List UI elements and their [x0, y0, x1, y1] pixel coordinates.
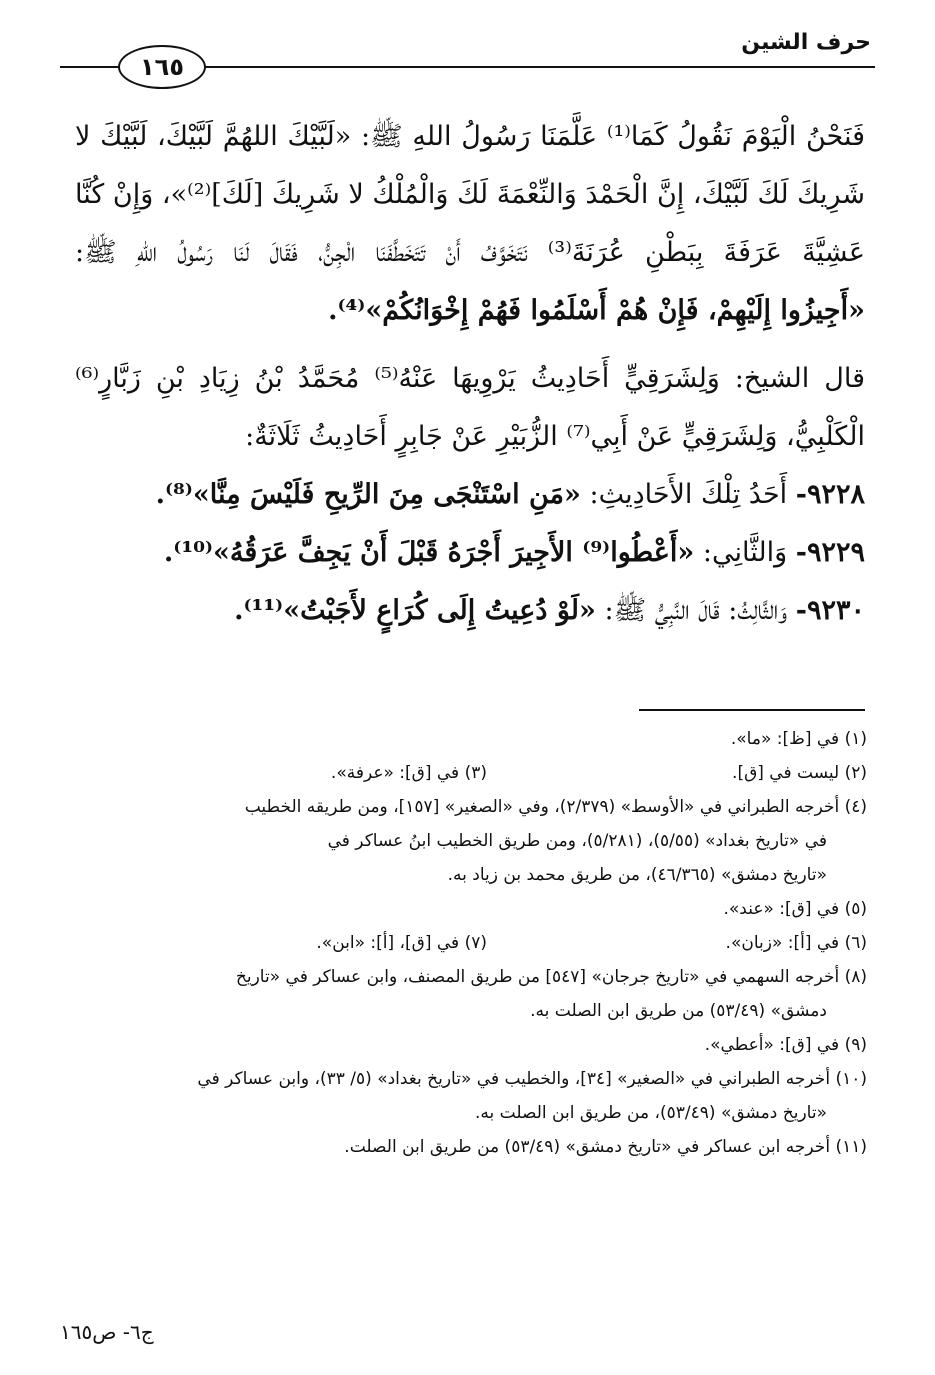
hadith-list — [75, 466, 865, 640]
footnote-4-cont: في «تاريخ بغداد» (٥/٥٥)، (٥/٢٨١)، ومن طريق الخطيب ابنُ عساكر في — [327, 831, 827, 851]
footnote-pair-2-3 — [55, 756, 867, 790]
text-line: فَنَحْنُ الْيَوْمَ نَقُولُ كَمَا⁽¹⁾ عَلَّمَنَا رَسُولُ اللهِ ﷺ: «لَبَّيْكَ اللهُمَّ لَبَّيْكَ، لَبَّيْكَ لا — [75, 121, 865, 152]
footnote-4: (٤) أخرجه الطبراني في «الأوسط» (٢/٣٧٩)، وفي «الصغير» [١٥٧]، ومن طريقه الخطيب — [244, 797, 867, 817]
footnote-9: (٩) في [ق]: «أعطي». — [704, 1035, 867, 1055]
hadith-number: ٩٢٢٨- — [795, 479, 865, 510]
hadith-text: «لَوْ دُعِيتُ إِلَى كُرَاعٍ لأَجَبْتُ»⁽¹¹⁾. — [234, 595, 596, 626]
hadith-text: «أَعْطُوا⁽⁹⁾ الأَجِيرَ أَجْرَهُ قَبْلَ أَنْ يَجِفَّ عَرَقُهُ»⁽¹⁰⁾. — [163, 537, 695, 568]
hadith-item — [75, 582, 865, 640]
footnote-2: (٢) ليست في [ق]. — [732, 763, 867, 783]
footnote-pair-6-7 — [55, 926, 867, 960]
hadith-number: ٩٢٢٩- — [795, 537, 865, 568]
footnote-8: (٨) أخرجه السهمي في «تاريخ جرجان» [٥٤٧] من طريق المصنف، وابن عساكر في «تاريخ — [235, 967, 867, 987]
running-title: حرف الشين — [735, 30, 871, 55]
hadith-intro: وَالثَّانِي: — [702, 537, 788, 568]
hadith-item — [75, 466, 865, 524]
hadith-item — [75, 524, 865, 582]
page-number: ١٦٥ — [118, 45, 206, 89]
text-line: عَشِيَّةَ عَرَفَةَ بِبَطْنِ عُرَنَةَ⁽³⁾ نَتَخَوَّفُ أَنْ تَتَخَطَّفَنَا الْجِنُّ، فَقَالَ لَنَا رَسُولُ اللهِ ﷺ: — [75, 237, 865, 268]
hadith-intro: أَحَدُ تِلْكَ الأَحَادِيثِ: — [589, 479, 788, 510]
text-line: الْكَلْبِيُّ، وَلِشَرَقِيٍّ عَنْ أَبِي⁽⁷⁾ الزُّبَيْرِ عَنْ جَابِرٍ أَحَادِيثُ ثَلَاثَةٌ: — [245, 421, 865, 452]
footnote-8-cont: دمشق» (٥٣/٤٩) من طريق ابن الصلت به. — [530, 1001, 827, 1021]
text-line: شَرِيكَ لَكَ لَبَّيْكَ، إِنَّ الْحَمْدَ وَالنِّعْمَةَ لَكَ وَالْمُلْكُ لا شَرِيكَ [لَكَ]⁽²⁾»، وَإِنْ كُنَّا — [75, 179, 865, 210]
footnote-3: (٣) في [ق]: «عرفة». — [330, 763, 487, 783]
paragraph-1 — [75, 108, 865, 340]
main-text — [75, 108, 865, 640]
footnote-4-cont: «تاريخ دمشق» (٤٦/٣٦٥)، من طريق محمد بن زياد به. — [447, 865, 827, 885]
hadith-text: «مَنِ اسْتَنْجَى مِنَ الرِّيحِ فَلَيْسَ مِنَّا»⁽⁸⁾. — [155, 479, 581, 510]
paragraph-2 — [75, 350, 865, 466]
footnotes — [55, 722, 867, 1164]
text-line: «أَجِيزُوا إِلَيْهِمْ، فَإِنْ هُمْ أَسْلَمُوا فَهُمْ إِخْوَانُكُمْ»⁽⁴⁾. — [328, 295, 865, 326]
hadith-number: ٩٢٣٠- — [795, 595, 865, 626]
hadith-intro: وَالثَّالِثُ: قَالَ النَّبِيُّ ﷺ: — [604, 595, 788, 626]
footnote-6: (٦) في [أ]: «زبان». — [725, 933, 867, 953]
volume-page-footer: ج٦- ص١٦٥ — [60, 1320, 154, 1344]
footnote-10-cont: «تاريخ دمشق» (٥٣/٤٩)، من طريق ابن الصلت به. — [475, 1103, 827, 1123]
footnote-7: (٧) في [ق]، [أ]: «ابن». — [316, 933, 487, 953]
footnote-5: (٥) في [ق]: «عند». — [723, 899, 867, 919]
footnote-separator — [639, 709, 865, 711]
footnote-10: (١٠) أخرجه الطبراني في «الصغير» [٣٤]، والخطيب في «تاريخ بغداد» (٥/ ٣٣)، وابن عساكر في — [197, 1069, 867, 1089]
footnote-11: (١١) أخرجه ابن عساكر في «تاريخ دمشق» (٥٣/٤٩) من طريق ابن الصلت. — [344, 1137, 867, 1157]
footnote-1: (١) في [ظ]: «ما». — [730, 729, 867, 749]
text-line: قال الشيخ: وَلِشَرَقِيٍّ أَحَادِيثُ يَرْوِيهَا عَنْهُ⁽⁵⁾ مُحَمَّدُ بْنُ زِيَادِ بْنِ زَبَّارٍ⁽⁶⁾ — [75, 363, 865, 394]
